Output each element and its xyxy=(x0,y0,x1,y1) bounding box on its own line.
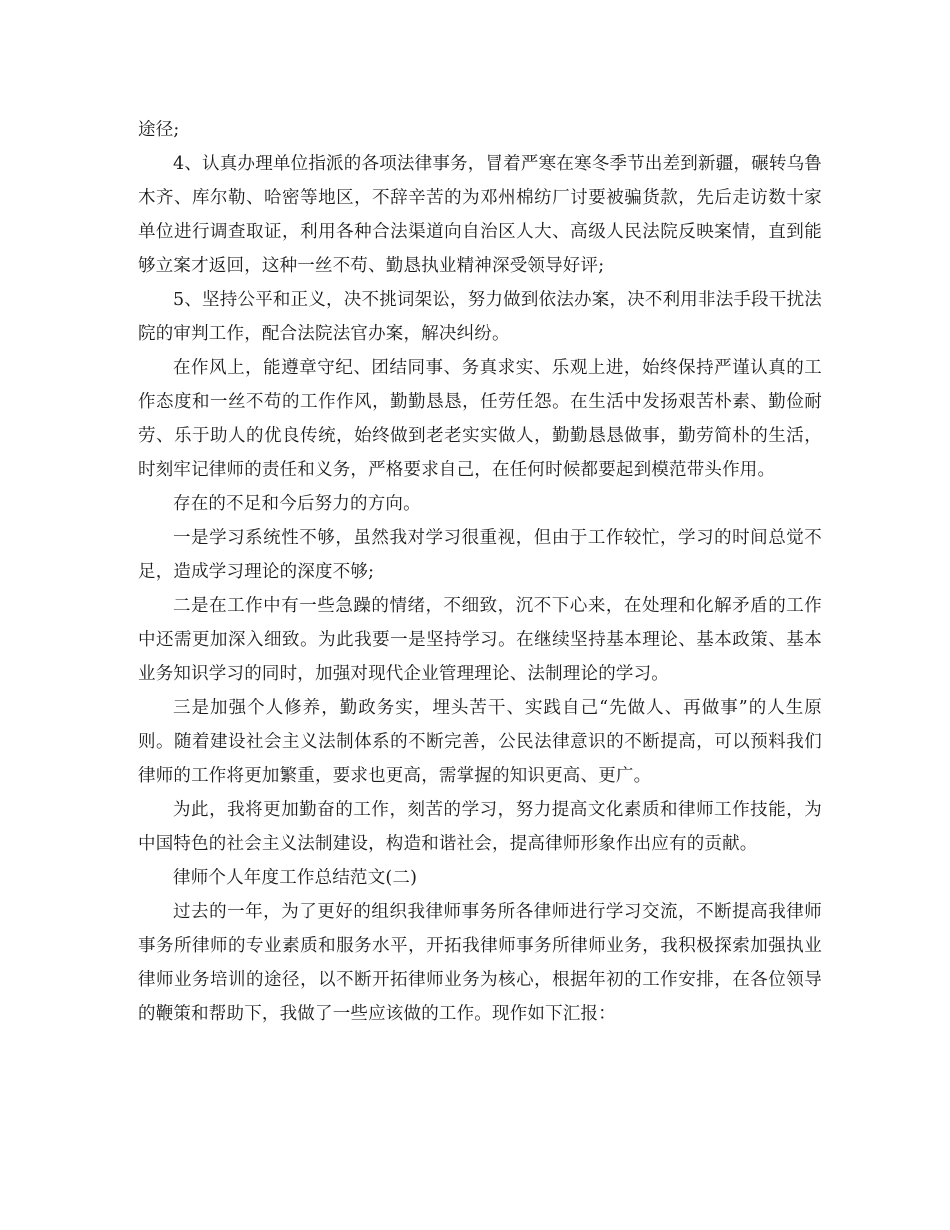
paragraph-shortcoming-1: 一是学习系统性不够，虽然我对学习很重视，但由于工作较忙，学习的时间总觉不足，造成学习理论的深度不够; xyxy=(138,528,822,582)
paragraph-intro-second: 过去的一年，为了更好的组织我律师事务所各律师进行学习交流，不断提高我律师事务所律师的专业素质和服务水平，开拓我律师事务所律师业务，我积极探索加强执业律师业务培训的途径，以不断开拓律师业务为核心，根据年初的工作安排，在各位领导的鞭策和帮助下，我做了一些应该做的工作。现作如下汇报： xyxy=(138,902,822,1024)
paragraph-work-style: 在作风上，能遵章守纪、团结同事、务真求实、乐观上进，始终保持严谨认真的工作态度和一丝不苟的工作作风，勤勤恳恳，任劳任怨。在生活中发扬艰苦朴素、勤俭耐劳、乐于助人的优良传统，始终做到老老实实做人，勤勤恳恳做事，勤劳简朴的生活，时刻牢记律师的责任和义务，严格要求自己，在任何时候都要起到模范带头作用。 xyxy=(138,358,822,480)
paragraph-item-4: 4、认真办理单位指派的各项法律事务，冒着严寒在寒冬季节出差到新疆，碾转乌鲁木齐、库尔勒、哈密等地区，不辞辛苦的为邓州棉纺厂讨要被骗货款，先后走访数十家单位进行调查取证，利用各种合法渠道向自治区人大、高级人民法院反映案情，直到能够立案才返回，这种一丝不苟、勤恳执业精神深受领导好评; xyxy=(138,154,822,276)
section-title: 律师个人年度工作总结范文(二) xyxy=(173,868,418,888)
paragraph-item-5: 5、坚持公平和正义，决不挑词架讼，努力做到依法办案，决不利用非法手段干扰法院的审判工作，配合法院法官办案，解决纠纷。 xyxy=(138,290,822,344)
paragraph-continuation: 途径; xyxy=(138,120,180,140)
paragraph-shortcoming-3: 三是加强个人修养，勤政务实，埋头苦干、实践自己“先做人、再做事”的人生原则。随着建设社会主义法制体系的不断完善，公民法律意识的不断提高，可以预料我们律师的工作将更加繁重，要求也更高，需掌握的知识更高、更广。 xyxy=(138,698,822,786)
paragraph-shortcomings-heading: 存在的不足和今后努力的方向。 xyxy=(173,494,421,514)
paragraph-conclusion: 为此，我将更加勤奋的工作，刻苦的学习，努力提高文化素质和律师工作技能，为中国特色的社会主义法制建设，构造和谐社会，提高律师形象作出应有的贡献。 xyxy=(138,800,822,854)
document-body xyxy=(138,113,822,1031)
paragraph-shortcoming-2: 二是在工作中有一些急躁的情绪，不细致，沉不下心来，在处理和化解矛盾的工作中还需更加深入细致。为此我要一是坚持学习。在继续坚持基本理论、基本政策、基本业务知识学习的同时，加强对现代企业管理理论、法制理论的学习。 xyxy=(138,596,822,684)
